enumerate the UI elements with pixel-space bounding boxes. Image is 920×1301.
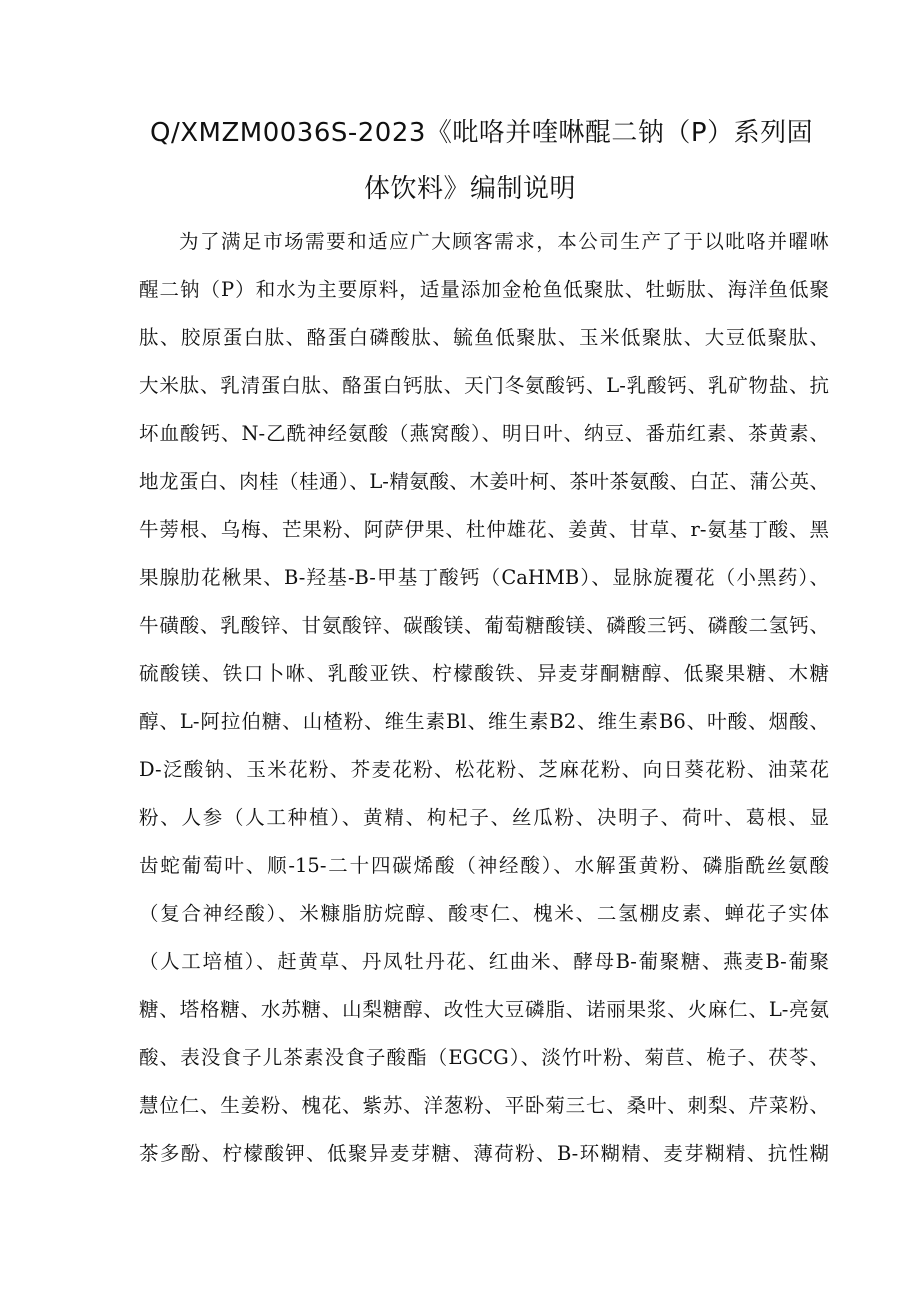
body-line: 牛蒡根、乌梅、芒果粉、阿萨伊果、杜仲雄花、姜黄、甘草、r-氨基丁酸、黑	[139, 518, 829, 541]
body-line: 糖、塔格糖、水苏糖、山梨糖醇、改性大豆磷脂、诺丽果浆、火麻仁、L-亮氨	[139, 998, 829, 1021]
body-line: 为了满足市场需要和适应广大顾客需求，本公司生产了于以吡咯并曜咻	[179, 230, 829, 253]
body-line: 硫酸镁、铁口卜咻、乳酸亚铁、柠檬酸铁、异麦芽酮糖醇、低聚果糖、木糖	[139, 662, 829, 685]
body-line: 茶多酚、柠檬酸钾、低聚异麦芽糖、薄荷粉、B-环糊精、麦芽糊精、抗性糊	[139, 1142, 829, 1165]
body-line: 果腺肋花楸果、B-羟基-B-甲基丁酸钙（CaHMB）、显脉旋覆花（小黑药）、	[139, 566, 829, 589]
body-line: （人工培植）、赶黄草、丹凤牡丹花、红曲米、酵母B-葡聚糖、燕麦B-葡聚	[139, 950, 829, 973]
body-line: 慧位仁、生姜粉、槐花、紫苏、洋葱粉、平卧菊三七、桑叶、刺梨、芹菜粉、	[139, 1094, 829, 1117]
body-line: D-泛酸钠、玉米花粉、芥麦花粉、松花粉、芝麻花粉、向日葵花粉、油菜花	[139, 758, 829, 781]
body-line: 肽、胶原蛋白肽、酪蛋白磷酸肽、毓鱼低聚肽、玉米低聚肽、大豆低聚肽、	[139, 326, 829, 349]
body-line: （复合神经酸）、米糠脂肪烷醇、酸枣仁、槐米、二氢棚皮素、蝉花子实体	[139, 902, 829, 925]
body-line: 地龙蛋白、肉桂（桂通）、L-精氨酸、木姜叶柯、茶叶茶氨酸、白芷、蒲公英、	[139, 470, 829, 493]
document-body	[139, 222, 829, 1182]
body-line: 齿蛇葡萄叶、顺-15-二十四碳烯酸（神经酸）、水解蛋黄粉、磷脂酰丝氨酸	[139, 854, 829, 877]
document-title-line-2: 体饮料》编制说明	[363, 174, 576, 204]
body-line: 坏血酸钙、N-乙酰神经氨酸（燕窝酸）、明日叶、纳豆、番茄红素、茶黄素、	[139, 422, 829, 445]
body-line: 大米肽、乳清蛋白肽、酪蛋白钙肽、天门冬氨酸钙、L-乳酸钙、乳矿物盐、抗	[139, 374, 829, 397]
body-line: 牛磺酸、乳酸锌、甘氨酸锌、碳酸镁、葡萄糖酸镁、磷酸三钙、磷酸二氢钙、	[139, 614, 829, 637]
body-line: 粉、人参（人工种植）、黄精、枸杞子、丝瓜粉、决明子、荷叶、葛根、显	[139, 806, 829, 829]
body-line: 酸、表没食子儿茶素没食子酸酯（EGCG）、淡竹叶粉、菊苣、桅子、茯苓、	[139, 1046, 829, 1069]
body-line: 醇、L-阿拉伯糖、山楂粉、维生素Bl、维生素B2、维生素B6、叶酸、烟酸、	[139, 710, 829, 733]
document-title-line-1: Q/XMZM0036S-2023《吡咯并喹啉醌二钠（P）系列固	[150, 118, 814, 148]
body-line: 醒二钠（P）和水为主要原料，适量添加金枪鱼低聚肽、牡蛎肽、海洋鱼低聚	[139, 278, 829, 301]
